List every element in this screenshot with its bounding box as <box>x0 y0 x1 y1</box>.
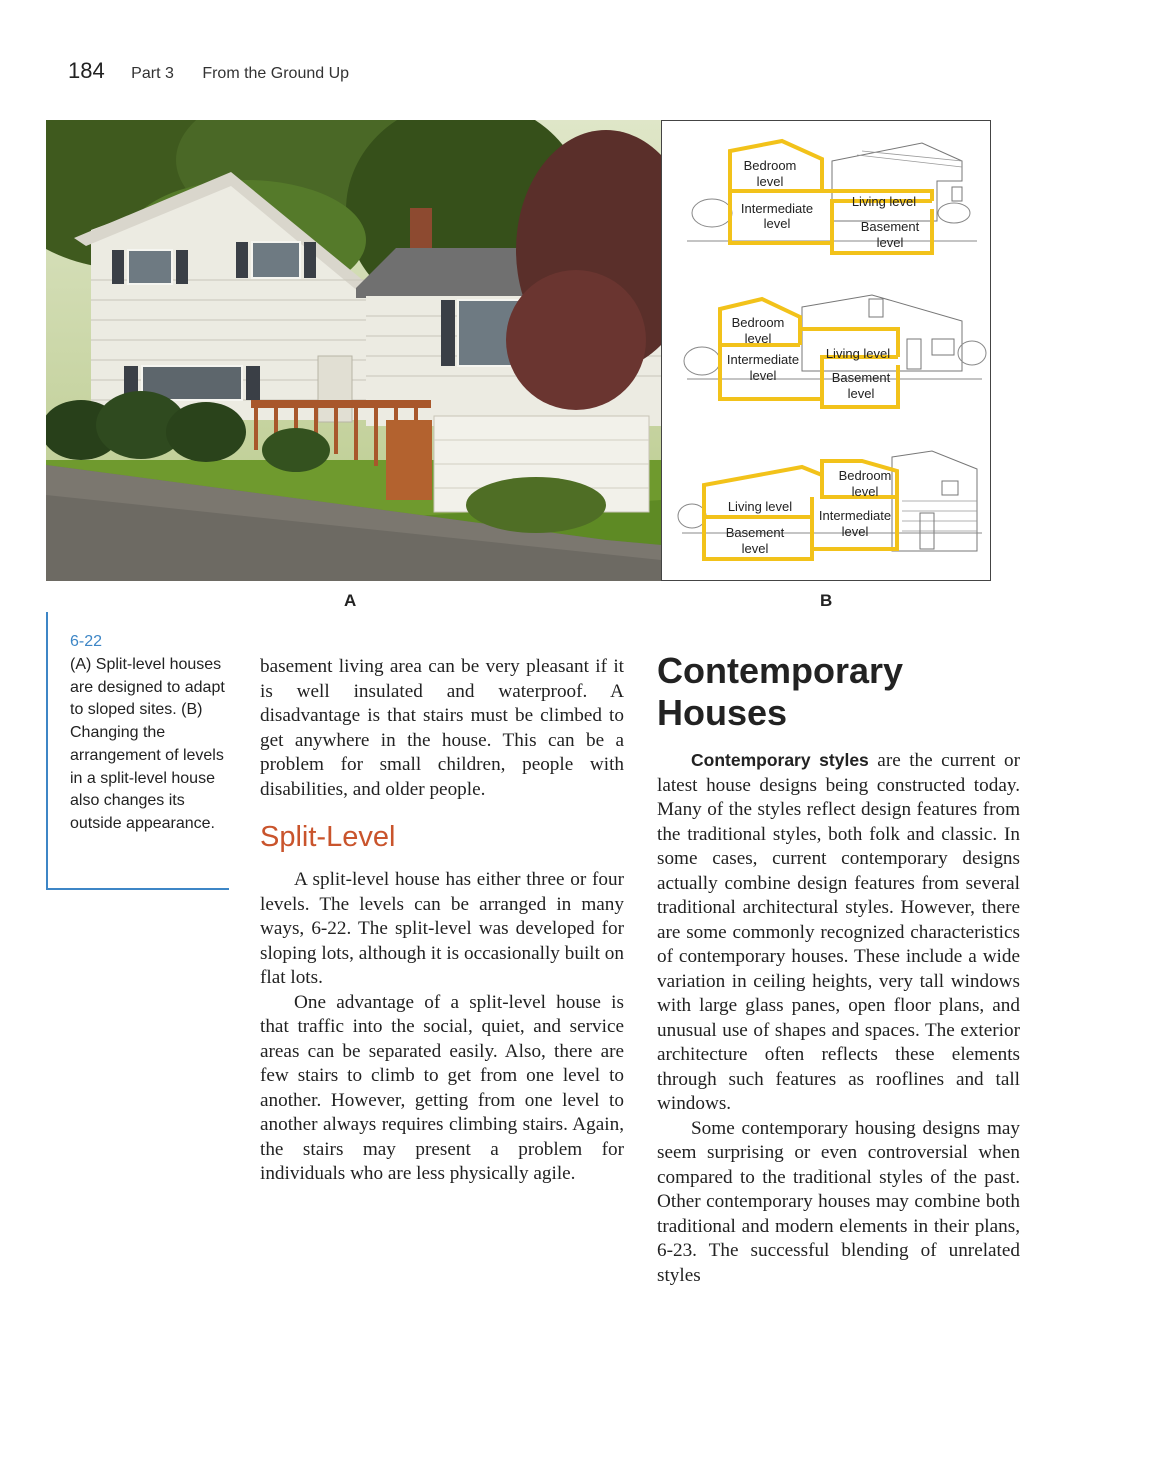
mid-paragraph-2: A split-level house has either three or four levels. The levels can be arranged in many ways, 6-22. The split-level was developed for sloping lots, although it is occasionally built on flat lots. <box>260 869 624 988</box>
right-column <box>657 650 1020 1288</box>
running-header <box>68 58 349 84</box>
mid-paragraph-1: basement living area can be very pleasant if it is well insulated and waterproof. A disadvantage is that stairs must be climbed to get anywhere in the house. This can be a problem for small children, people with disabilities, and older people. <box>260 656 624 800</box>
d3-intermediate-label-2: level <box>841 524 869 539</box>
figure-caption <box>46 612 229 890</box>
diagram-1 <box>687 141 977 253</box>
d1-basement-label-2: level <box>876 235 904 250</box>
split-level-heading: Split-Level <box>260 821 396 853</box>
d1-bedroom-label: Bedroom <box>743 158 797 173</box>
right-paragraph-2: Some contemporary housing designs may seem surprising or even controversial when compared to the traditional styles of the past. Other contemporary houses may combine both traditional and modern elements in their plans, 6-23. The successful blending of unrelated styles <box>657 1117 1020 1286</box>
d2-intermediate-label: Intermediate <box>726 352 800 367</box>
d3-basement-label: Basement <box>725 525 785 540</box>
part-label: Part 3 <box>131 65 174 82</box>
d3-living-label: Living level <box>727 499 793 514</box>
contemporary-heading: Contemporary Houses <box>657 650 904 733</box>
split-level-house-photo <box>46 120 661 581</box>
mid-paragraph-3: One advantage of a split-level house is that traffic into the social, quiet, and service areas can be separated easily. Also, there are few stairs to climb to get from one level to another. However, getting from one level to another always requires climbing stairs. Again, the stairs may present a problem for individuals who are less physically agile. <box>260 991 624 1184</box>
middle-column <box>260 655 624 1187</box>
split-level-diagrams <box>661 120 991 581</box>
d2-intermediate-label-2: level <box>749 368 777 383</box>
d1-living-label: Living level <box>851 194 917 209</box>
d2-living-label: Living level <box>825 346 891 361</box>
d3-bedroom-label: Bedroom <box>838 468 892 483</box>
d1-intermediate-label: Intermediate <box>740 201 814 216</box>
page-number: 184 <box>68 58 105 83</box>
caption-number: 6-22 <box>70 633 103 650</box>
section-label: From the Ground Up <box>202 65 350 82</box>
figure-label-b: B <box>820 591 833 610</box>
d2-bedroom-label: Bedroom <box>731 315 785 330</box>
d2-bedroom-label-2: level <box>744 331 772 346</box>
d2-basement-label-2: level <box>847 386 875 401</box>
d3-bedroom-label-2: level <box>851 484 879 499</box>
right-paragraph-1 <box>657 748 1020 1117</box>
key-term: Contemporary styles <box>691 750 869 770</box>
d1-basement-label: Basement <box>860 219 920 234</box>
diagram-2 <box>684 295 986 407</box>
diagram-3 <box>678 451 982 559</box>
d1-bedroom-label-2: level <box>756 174 784 189</box>
d3-basement-label-2: level <box>741 541 769 556</box>
right-paragraph-1-text: are the current or latest house designs being constructed today. Many of the styles reflect design features from the traditional styles, both folk and classic. In some cases, current contemporary designs actually combine design features from several traditional architectural styles. However, there are some commonly recognized characteristics of contemporary houses. These include a wide variation in ceiling heights, very tall windows with large glass panes, open floor plans, and unusual use of shapes and spaces. The exterior architecture often reflects these elements through such features as rooflines and tall windows. <box>657 750 1020 1114</box>
caption-text: (A) Split-level houses are designed to adapt to sloped sites. (B) Changing the arrangement of levels in a split-level house also changes its outside appearance. <box>70 656 225 832</box>
d3-intermediate-label: Intermediate <box>818 508 892 523</box>
figure-label-a: A <box>344 591 357 610</box>
d2-basement-label: Basement <box>831 370 891 385</box>
d1-intermediate-label-2: level <box>763 216 791 231</box>
